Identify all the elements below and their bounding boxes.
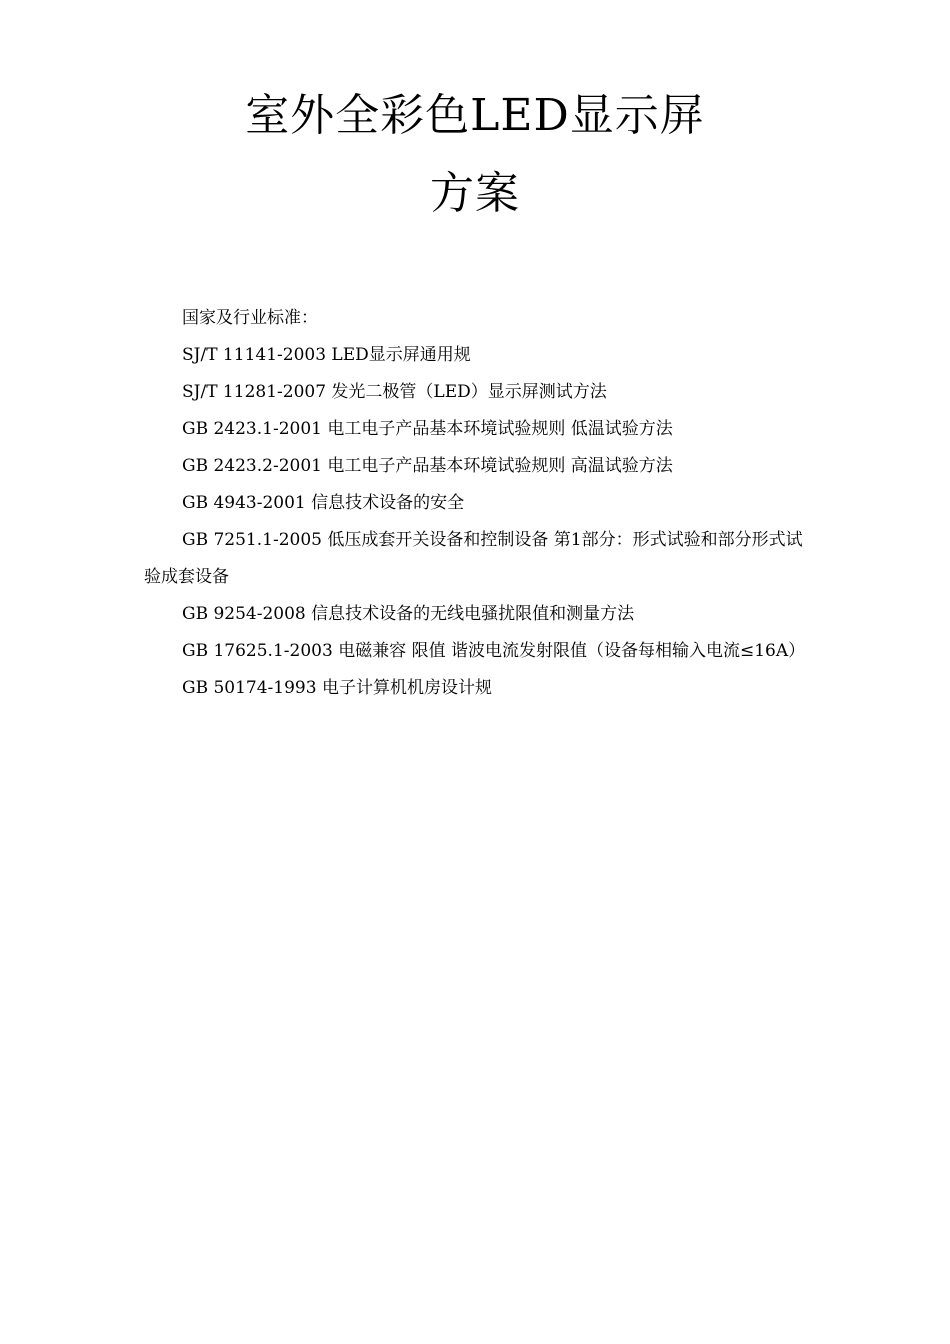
standard-item: GB 4943-2001 信息技术设备的安全 bbox=[182, 493, 465, 513]
standard-item: GB 2423.2-2001 电工电子产品基本环境试验规则 高温试验方法 bbox=[182, 456, 673, 476]
document-subtitle: 方案 bbox=[430, 168, 520, 219]
standard-item: GB 9254-2008 信息技术设备的无线电骚扰限值和测量方法 bbox=[182, 604, 635, 624]
standard-item: SJ/T 11141-2003 LED显示屏通用规 bbox=[182, 345, 471, 365]
standard-item: GB 2423.1-2001 电工电子产品基本环境试验规则 低温试验方法 bbox=[182, 419, 673, 439]
standards-section bbox=[144, 300, 810, 707]
standards-heading: 国家及行业标准： bbox=[182, 308, 318, 328]
standard-item: GB 17625.1-2003 电磁兼容 限值 谐波电流发射限值（设备每相输入电流≤16A） bbox=[182, 641, 806, 661]
document-title: 室外全彩色LED显示屏 bbox=[245, 90, 705, 141]
standard-item: GB 50174-1993 电子计算机机房设计规 bbox=[182, 678, 492, 698]
standard-item: SJ/T 11281-2007 发光二极管（LED）显示屏测试方法 bbox=[182, 382, 607, 402]
standard-item: GB 7251.1-2005 低压成套开关设备和控制设备 第1部分：形式试验和部分形式试验成套设备 bbox=[144, 530, 803, 587]
